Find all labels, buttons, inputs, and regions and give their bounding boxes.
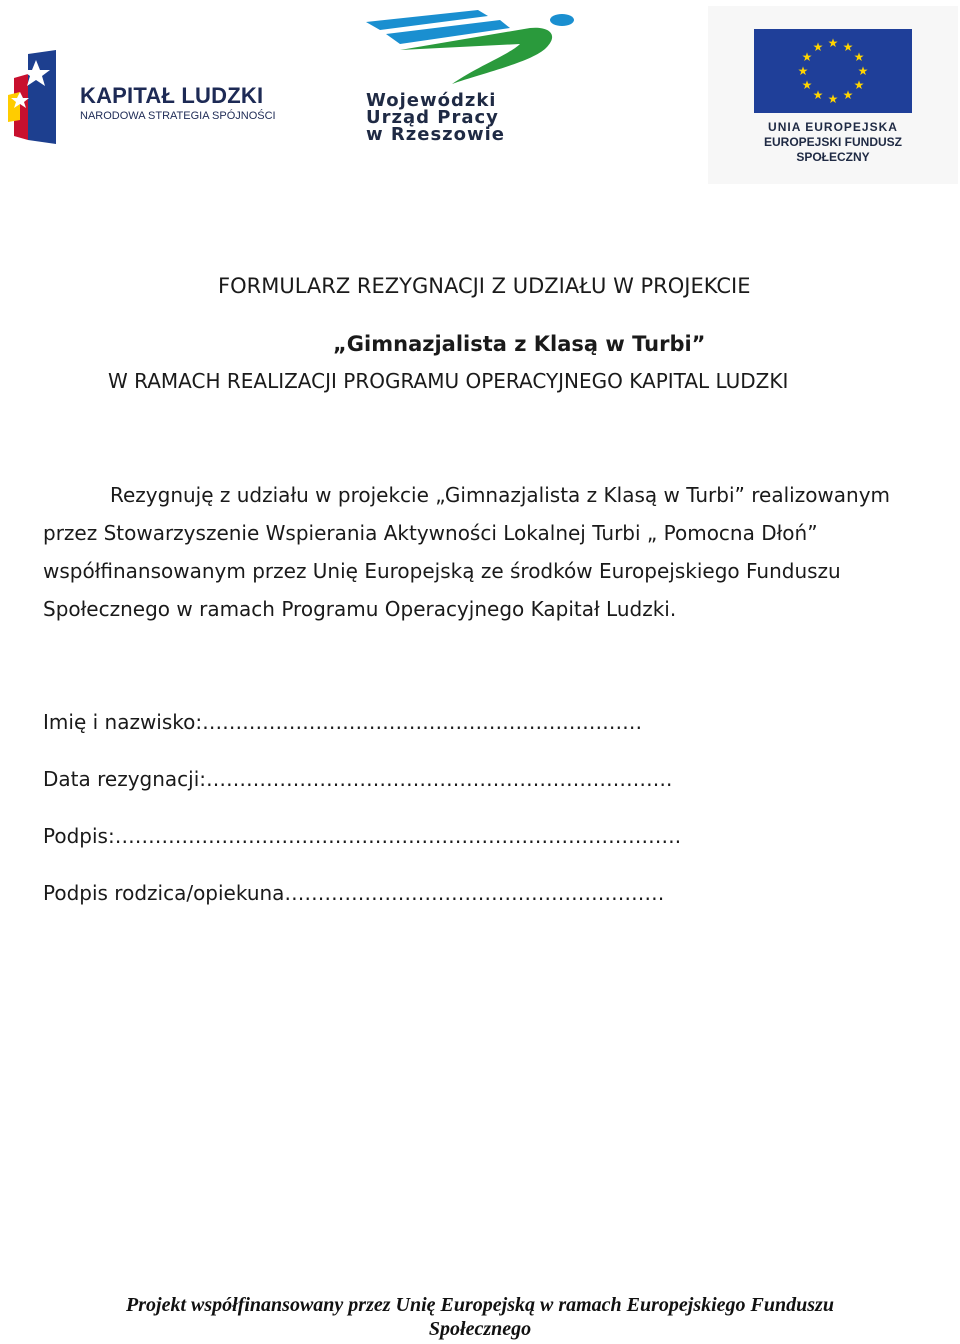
svg-text:★: ★: [827, 36, 839, 50]
form-heading: FORMULARZ REZYGNACJI Z UDZIAŁU W PROJEKCIE: [218, 274, 751, 298]
svg-text:★: ★: [853, 50, 865, 64]
footer-line-1: Projekt współfinansowany przez Unię Europejską w ramach Europejskiego Funduszu: [126, 1294, 834, 1316]
eu-line3: SPOŁECZNY: [796, 150, 870, 164]
date-field[interactable]: Data rezygnacji:…………………………………………………………….: [43, 767, 673, 791]
eu-stars-icon: [754, 29, 912, 113]
footer-line-2: Społecznego: [428, 1318, 532, 1340]
svg-text:★: ★: [857, 64, 869, 78]
kapital-ludzki-logo: [6, 50, 276, 150]
svg-text:★: ★: [801, 50, 813, 64]
body-line-3: współfinansowanym przez Unię Europejską ze środków Europejskiego Funduszu: [43, 559, 841, 583]
wup-rzeszow-logo: [360, 4, 582, 144]
svg-text:★: ★: [801, 78, 813, 92]
svg-text:★: ★: [842, 40, 854, 54]
signature-field[interactable]: Podpis:………………………………………………………………………….: [43, 824, 682, 848]
eu-logo: [708, 6, 958, 184]
eu-line1: UNIA EUROPEJSKA: [768, 120, 898, 134]
body-line-4: Społecznego w ramach Programu Operacyjnego Kapitał Ludzki.: [43, 597, 677, 621]
kapital-ludzki-subtitle: NARODOWA STRATEGIA SPÓJNOŚCI: [80, 110, 276, 122]
kapital-ludzki-title: KAPITAŁ LUDZKI: [80, 83, 264, 108]
svg-text:★: ★: [797, 64, 809, 78]
svg-text:★: ★: [853, 78, 865, 92]
program-line: W RAMACH REALIZACJI PROGRAMU OPERACYJNEGO KAPITAL LUDZKI: [108, 369, 789, 393]
svg-text:★: ★: [842, 88, 854, 102]
project-title: „Gimnazjalista z Klasą w Turbi”: [333, 332, 706, 356]
parent-signature-field[interactable]: Podpis rodzica/opiekuna…………………………………………………: [43, 881, 665, 905]
wup-line3: w Rzeszowie: [366, 124, 506, 145]
name-field[interactable]: Imię i nazwisko:…………………………………………………………: [43, 710, 643, 734]
svg-text:★: ★: [827, 92, 839, 106]
wup-bird-emblem-icon: [360, 4, 582, 92]
wup-line1: Wojewódzki: [366, 90, 497, 111]
svg-text:★: ★: [812, 40, 824, 54]
body-line-2: przez Stowarzyszenie Wspierania Aktywności Lokalnej Turbi „ Pomocna Dłoń”: [43, 521, 818, 545]
body-line-1: Rezygnuję z udziału w projekcie „Gimnazjalista z Klasą w Turbi” realizowanym: [110, 483, 891, 507]
eu-line2: EUROPEJSKI FUNDUSZ: [763, 135, 903, 149]
eu-flag: [754, 29, 912, 113]
svg-text:★: ★: [812, 88, 824, 102]
kapital-ludzki-emblem-icon: [6, 50, 68, 150]
wup-line2: Urząd Pracy: [366, 107, 499, 128]
